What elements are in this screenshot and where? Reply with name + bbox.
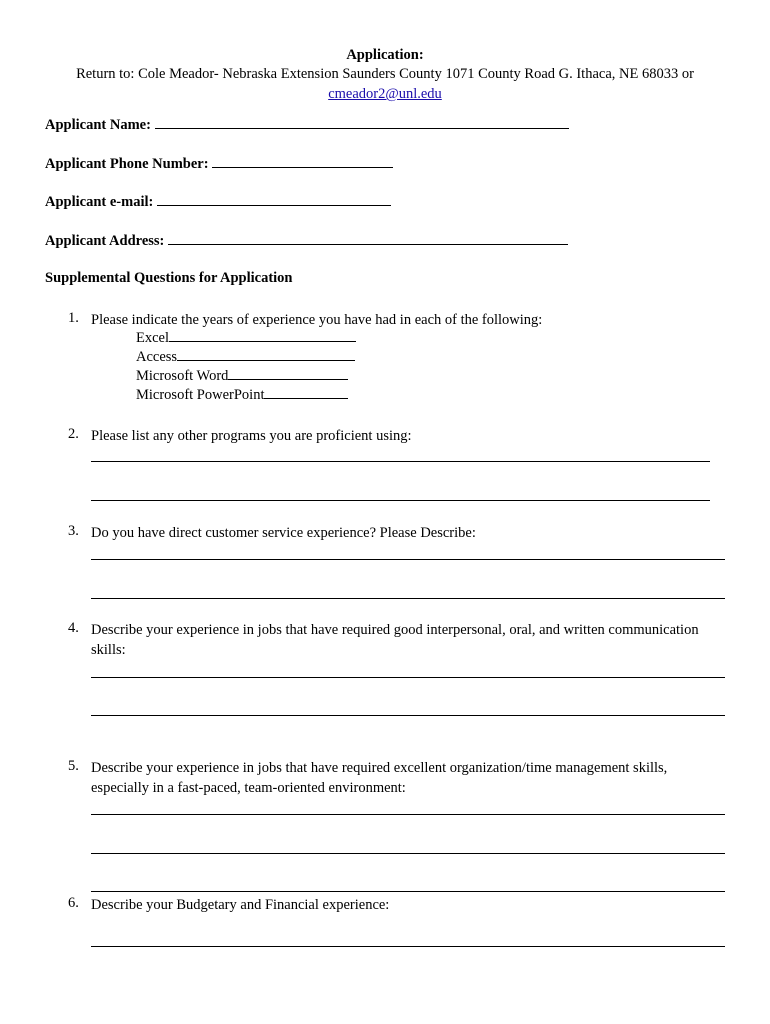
access-years-field[interactable] [177, 348, 355, 361]
applicant-name-field[interactable] [155, 116, 569, 129]
applicant-address-label: Applicant Address: [45, 233, 165, 249]
software-item-access: Access [136, 348, 355, 366]
question-3-number: 3. [68, 523, 79, 539]
return-address: Return to: Cole Meador- Nebraska Extension Saunders County 1071 County Road G. Ithaca, NE 68033 or [76, 66, 694, 82]
applicant-name-row [45, 116, 569, 134]
software-item-word: Microsoft Word [136, 367, 348, 385]
software-item-powerpoint: Microsoft PowerPoint [136, 386, 348, 404]
question-2-number: 2. [68, 426, 79, 442]
question-3-answer-line[interactable] [91, 559, 725, 560]
supplemental-heading: Supplemental Questions for Application [45, 270, 293, 286]
question-6-text: Describe your Budgetary and Financial experience: [91, 897, 390, 913]
question-5-text: Describe your experience in jobs that have required excellent organization/time management skills, especially in a fast-paced, team-oriented environment: [91, 760, 668, 796]
question-6-number: 6. [68, 895, 79, 911]
question-5-number: 5. [68, 758, 79, 774]
question-5-answer-line[interactable] [91, 853, 725, 854]
question-2-text: Please list any other programs you are proficient using: [91, 428, 412, 444]
email-link[interactable]: cmeador2@unl.edu [328, 86, 442, 102]
applicant-address-field[interactable] [168, 232, 568, 245]
applicant-email-label: Applicant e-mail: [45, 194, 154, 210]
applicant-phone-label: Applicant Phone Number: [45, 156, 209, 172]
powerpoint-years-field[interactable] [264, 386, 348, 399]
question-1-number: 1. [68, 310, 79, 326]
excel-years-field[interactable] [169, 329, 356, 342]
question-5-answer-line[interactable] [91, 891, 725, 892]
question-4-answer-line[interactable] [91, 677, 725, 678]
question-2-answer-line[interactable] [91, 461, 710, 462]
question-3-text: Do you have direct customer service experience? Please Describe: [91, 525, 476, 541]
applicant-email-row [45, 193, 391, 211]
question-1-text: Please indicate the years of experience you have had in each of the following: [91, 312, 543, 328]
page-title: Application: [346, 47, 424, 63]
applicant-address-row [45, 232, 568, 250]
question-6-answer-line[interactable] [91, 946, 725, 947]
question-4-answer-line[interactable] [91, 715, 725, 716]
question-5-answer-line[interactable] [91, 814, 725, 815]
applicant-name-label: Applicant Name: [45, 117, 151, 133]
applicant-phone-field[interactable] [212, 155, 393, 168]
question-3-answer-line[interactable] [91, 598, 725, 599]
question-2-answer-line[interactable] [91, 500, 710, 501]
software-item-excel: Excel [136, 329, 356, 347]
question-4-text: Describe your experience in jobs that have required good interpersonal, oral, and written communication skills: [91, 622, 699, 658]
question-4-number: 4. [68, 620, 79, 636]
applicant-phone-row [45, 155, 393, 173]
applicant-email-field[interactable] [157, 193, 391, 206]
word-years-field[interactable] [228, 367, 348, 380]
